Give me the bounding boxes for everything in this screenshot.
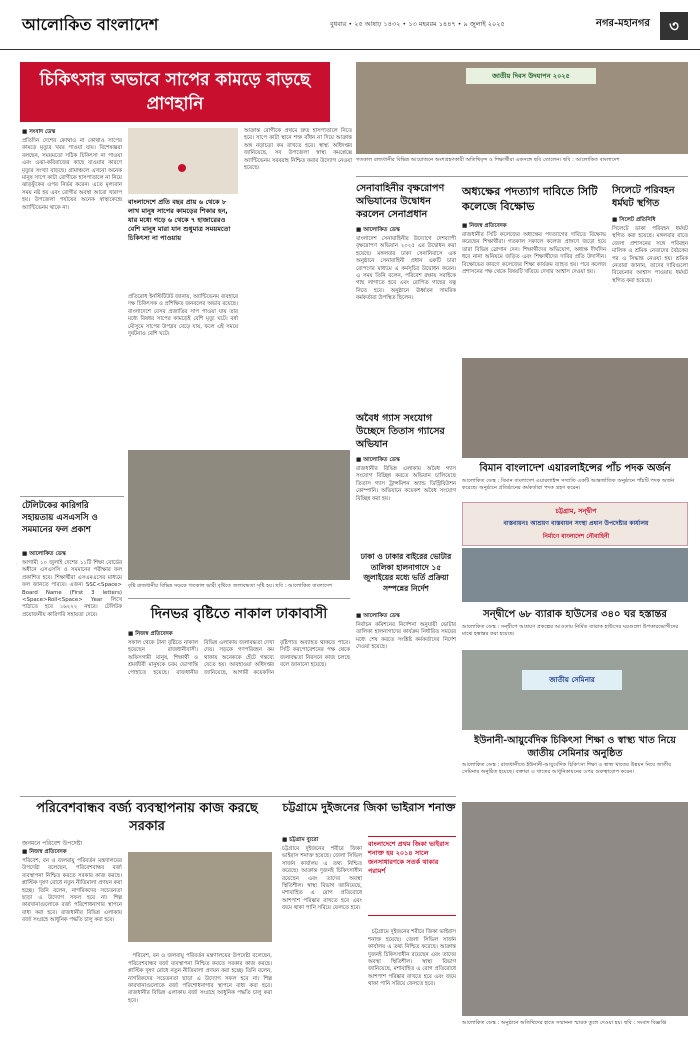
teletalk-body: আগামী ১০ জুলাই দেশের ১১টি শিক্ষা বোর্ডের অধীনে এসএসসি ও সমমানের পরীক্ষার ফল প্রকাশিত হবে। শিক্ষার্থীরা এসএমএসের মাধ্যমে ফল জানতে পারবে। এজন্য SSC<Space> Board Name (First 3 letters)<Space>Roll<Space> Year লিখে পাঠাতে হবে ১৬২২২ নম্বরে। টেলিটক প্রয়োজনীয় কারিগরি সহায়তা দেবে। — [22, 560, 124, 618]
waste-photo — [128, 852, 272, 942]
rain-divider — [128, 598, 350, 599]
top-divider — [356, 176, 688, 177]
voter-headline: ঢাকা ও ঢাকার বাইরের ভোটার তালিকা হালনাগাদে ১৫ জুলাইয়ের মধ্যে ভর্তি প্রক্রিয়া সম্পন্নের নির্দেশ — [360, 552, 452, 593]
zika-pullquote: বাংলাদেশে প্রথম জিকা ভাইরাস শনাক্ত হয় ২০১৪ সালে জনসাধারণকে সতর্ক থাকার পরামর্শ — [368, 836, 456, 916]
snake-headline-box — [20, 62, 330, 122]
sandwip-banner-line2: বাস্তবায়নঃ আশ্রয়ণ বাস্তবায়ন সংস্থা প্রধান উপদেষ্টার কার্যালয় — [503, 520, 649, 527]
rain-headline: দিনভর বৃষ্টিতে নাকাল ঢাকাবাসী — [150, 606, 328, 622]
biman-photo — [462, 358, 688, 458]
sandwip-banner-line3: নির্মাণে বাংলাদেশ নৌবাহিনী — [542, 533, 610, 540]
seminar-photo — [462, 650, 688, 730]
sylhet-byline: ■ সিলেট প্রতিনিধি — [612, 217, 656, 223]
waste-byline: ■ নিজস্ব প্রতিবেদক — [22, 849, 67, 855]
snake-bite-icon — [178, 164, 186, 172]
snake-leg-image — [128, 128, 238, 194]
rain-photo — [128, 450, 350, 580]
voter-byline: ■ আলোকিত ডেস্ক — [356, 613, 400, 619]
masthead — [0, 0, 700, 50]
seminar-banner: জাতীয় সেমিনার — [522, 670, 622, 690]
zika-byline: ■ চট্টগ্রাম ব্যুরো — [282, 837, 319, 843]
sandwip-banner — [462, 502, 688, 546]
snake-headline: চিকিৎসার অভাবে সাপের কামড়ে বাড়ছে প্রাণহানি — [39, 70, 311, 114]
sandwip-banner-line1: চট্টগ্রাম, সন্দ্বীপ — [555, 507, 597, 515]
titas-body: রাজধানীর বিভিন্ন এলাকায় অবৈধ গ্যাস সংযোগ বিচ্ছিন্ন করতে অভিযান চালিয়েছে তিতাস গ্যাস ট্রান্সমিশন অ্যান্ড ডিস্ট্রিবিউশন কোম্পানি। অভিযানে কয়েকশ অবৈধ সংযোগ বিচ্ছিন্ন করা হয়। — [356, 466, 458, 502]
college-body: রাজধানীর সিটি কলেজের অধ্যক্ষের পদত্যাগের দাবিতে বিক্ষোভ করেছেন শিক্ষার্থীরা। গতকাল সকালে কলেজ প্রাঙ্গণে জড়ো হয়ে তারা বিভিন্ন স্লোগান দেন। শিক্ষার্থীদের অভিযোগ, অধ্যক্ষ দীর্ঘদিন ধরে নানা অনিয়মে জড়িত এবং শিক্ষার্থীদের দাবির প্রতি উদাসীন। বিক্ষোভের কারণে কলেজের শিক্ষা কার্যক্রম ব্যাহত হয়। পরে কলেজ প্রশাসনের পক্ষ থেকে বিষয়টি খতিয়ে দেখার আশ্বাস দেওয়া হয়। — [462, 232, 608, 276]
zika-headline: চট্টগ্রামে দুইজনের জিকা ভাইরাস শনাক্ত — [282, 801, 456, 814]
zika-body-col2 — [368, 922, 456, 1044]
snake-body-col2: প্রতিরোধ ইনস্টিটিউট জানায়, অ্যান্টিভেনম ব্যবহারে দক্ষ চিকিৎসক ও প্রশিক্ষিত জনবলের অভাব রয়েছে। বাংলাদেশে যেসব প্রজাতির সাপ পাওয়া যায় তার মধ্যে বিষধর সাপের কামড়েই বেশি মৃত্যু ঘটে। বর্ষা মৌসুমে সাপের উপদ্রব বেড়ে যায়, ফলে এই সময়ে দুর্ঘটনাও বেশি ঘটে। — [128, 294, 240, 338]
waste-body-continued: পরিবেশ, বন ও জলবায়ু পরিবর্তন মন্ত্রণালয়ের উপদেষ্টা বলেছেন, পরিবেশবান্ধব বর্জ্য ব্যবস্থাপনা নিশ্চিত করতে সরকার কাজ করছে। প্লাস্টিক দূষণ রোধে নতুন নীতিমালা প্রণয়ন করা হচ্ছে। তিনি বলেন, নাগরিকদের সচেতনতা ছাড়া এ উদ্যোগ সফল হবে না। শিল্প কারখানাগুলোকে বর্জ্য পরিশোধনাগার স্থাপনে বাধ্য করা হবে। রাজধানীর বিভিন্ন এলাকায় বর্জ্য সংগ্রহে আধুনিক পদ্ধতি চালু করা হবে। — [128, 953, 274, 1004]
waste-body-col2 — [128, 946, 272, 1044]
titas-headline: অবৈধ গ্যাস সংযোগ উচ্ছেদে তিতাস গ্যাসের অভিযান — [356, 413, 445, 450]
sylhet-body: সিলেটে ডাকা পরিবহন ধর্মঘট স্থগিত করা হয়েছে। মঙ্গলবার রাতে জেলা প্রশাসনের সঙ্গে পরিবহন মালিক ও শ্রমিক নেতাদের বৈঠকের পর এ সিদ্ধান্ত নেওয়া হয়। শ্রমিক নেতারা জানান, তাদের দাবিগুলো বিবেচনার আশ্বাস পাওয়ায় ধর্মঘট স্থগিত করা হয়েছে। — [612, 226, 690, 284]
newspaper-logo: আলোকিত বাংলাদেশ — [22, 15, 159, 34]
sandwip-photo — [462, 548, 688, 602]
biman-caption: আলোকিত ডেস্ক : বিমান বাংলাদেশ এয়ারলাইন্স সম্প্রতি একটি আন্তর্জাতিক অনুষ্ঠানে পাঁচটি পদক অর্জন করেছে। অনুষ্ঠানে প্রতিষ্ঠানের কর্মকর্তারা পদক গ্রহণ করেন। — [462, 478, 675, 491]
snake-body-col1: প্রতিদিন দেশের কোথাও না কোথাও সাপের কামড়ে মৃত্যুর খবর পাওয়া যায়। বিশেষজ্ঞরা বলছেন, সময়মতো সঠিক চিকিৎসা না পাওয়া এবং ওঝা-কবিরাজের কাছে যাওয়ার কারণে মৃত্যুর সংখ্যা বাড়ছে। গ্রামাঞ্চলে এখনো অনেক মানুষ সাপে কাটা রোগীকে হাসপাতালে না নিয়ে ঝাড়ফুঁকের ওপর নির্ভর করেন। এতে মূল্যবান সময় নষ্ট হয় এবং রোগীর অবস্থা আরো খারাপ হয়। উপজেলা পর্যায়ের অনেক স্বাস্থ্যকেন্দ্রে অ্যান্টিভেনম থাকে না। — [22, 138, 124, 211]
lower-divider — [20, 796, 456, 797]
snake-callout: বাংলাদেশে প্রতি বছর প্রায় ৬ থেকে ৮ লাখ মানুষ সাপের কামড়ের শিকার হন, যার মধ্যে গড়ে ৬ থেকে ৭ হাজারেরও বেশি মানুষ মারা যান শুধুমাত্র সময়মতো চিকিৎসা না পাওয়ায় — [128, 198, 231, 242]
army-headline: সেনাবাহিনীর বৃক্ষরোপণ অভিযানের উদ্বোধন করলেন সেনাপ্রধান — [356, 183, 445, 220]
biman-headline: বিমান বাংলাদেশ এয়ারলাইন্সের পাঁচ পদক অর্জন — [479, 463, 671, 474]
seminar-caption: আলোকিত ডেস্ক : রাজধানীতে ইউনানী-আয়ুর্বেদিক চিকিৎসা শিক্ষা ও স্বাস্থ্য খাতের উন্নয়ন নিয়ে জাতীয় সেমিনার অনুষ্ঠিত হয়েছে। বক্তারা এ খাতের আধুনিকায়নের ওপর গুরুত্বারোপ করেন। — [462, 762, 672, 775]
snake-byline: ■ সংবাদ ডেস্ক — [22, 129, 56, 135]
college-headline: অধ্যক্ষের পদত্যাগ দাবিতে সিটি কলেজে বিক্ষোভ — [462, 185, 598, 213]
section-label: নগর-মহানগর — [596, 18, 650, 29]
titas-byline: ■ আলোকিত ডেস্ক — [356, 457, 400, 463]
sandwip-headline: সন্দ্বীপে ৬৮ ব্যারাক হাউসের ৩৪০ ঘর হস্তান্তর — [483, 609, 667, 620]
dateline: বুধবার • ২৫ আষাঢ় ১৪৩২ • ১৩ মহররম ১৪৪৭ • ৯ জুলাই ২০২৫ — [330, 20, 505, 28]
unani-caption: আলোকিত ডেস্ক : অনুষ্ঠানে অতিথিদের হাতে সম্মাননা স্মারক তুলে দেওয়া হয়। ছবি : সংবাদ বিজ্ঞপ্তি — [462, 1020, 667, 1026]
sandwip-caption: আলোকিত ডেস্ক : সন্দ্বীপে আশ্রয়ণ প্রকল্পের আওতায় নির্মিত ব্যারাক হাউসের ঘরগুলো উপকারভোগীদের মাঝে হস্তান্তর করা হয়েছে। — [462, 624, 679, 637]
waste-body: পরিবেশ, বন ও জলবায়ু পরিবর্তন মন্ত্রণালয়ের উপদেষ্টা বলেছেন, পরিবেশবান্ধব বর্জ্য ব্যবস্থাপনা নিশ্চিত করতে সরকার কাজ করছে। প্লাস্টিক দূষণ রোধে নতুন নীতিমালা প্রণয়ন করা হচ্ছে। তিনি বলেন, নাগরিকদের সচেতনতা ছাড়া এ উদ্যোগ সফল হবে না। শিল্প কারখানাগুলোকে বর্জ্য পরিশোধনাগার স্থাপনে বাধ্য করা হবে। রাজধানীর বিভিন্ন এলাকায় বর্জ্য সংগ্রহে আধুনিক পদ্ধতি চালু করা হবে। — [22, 858, 124, 924]
sylhet-headline: সিলেটে পরিবহন ধর্মঘট স্থগিত — [612, 185, 675, 209]
voter-body: নির্বাচন কমিশনের নির্দেশনা অনুযায়ী ভোটার তালিকা হালনাগাদের কার্যক্রম নির্ধারিত সময়ের মধ্যে শেষ করতে সংশ্লিষ্ট কর্মকর্তাদের নির্দেশ দেওয়া হয়েছে। — [356, 622, 458, 651]
snake-divider — [20, 496, 124, 497]
event-photo-caption: গতকাল রাজধানীর বিভিন্ন আয়োজনে অংশগ্রহণকারী অতিথিবৃন্দ ও শিক্ষার্থীরা একসঙ্গে ছবি তোলেন। ছবি : আলোকিত বাংলাদেশ — [356, 157, 620, 163]
zika-body: চট্টগ্রামে দুইজনের শরীরে জিকা ভাইরাস শনাক্ত হয়েছে। জেলা সিভিল সার্জন কার্যালয় এ তথ্য নিশ্চিত করেছে। আক্রান্ত দুজনই চিকিৎসাধীন রয়েছেন এবং তাদের অবস্থা স্থিতিশীল। স্বাস্থ্য বিভাগ জানিয়েছে, মশাবাহিত এ রোগ প্রতিরোধে আশপাশ পরিষ্কার রাখতে হবে এবং জমে থাকা পানি সরিয়ে ফেলতে হবে। — [282, 846, 364, 912]
rain-caption: বৃষ্টি রাজধানীর বিভিন্ন সড়কে গতকাল ভারী বৃষ্টিতে জলাবদ্ধতা সৃষ্টি হয়। ছবি : আলোকিত বাংলাদেশ — [128, 583, 333, 589]
rain-body: সকাল থেকে টানা বৃষ্টিতে নাকাল হয়েছেন রাজধানীবাসী। অফিসগামী মানুষ, শিক্ষার্থী ও শ্রমজীবী মানুষকে চরম ভোগান্তি পোহাতে হয়েছে। রাজধানীর বিভিন্ন এলাকায় জলাবদ্ধতা দেখা দেয়। সড়কে গণপরিবহন কম থাকায় অনেককে হেঁটে গন্তব্যে যেতে হয়। আবহাওয়া অধিদপ্তর জানিয়েছে, আগামী কয়েকদিন বৃষ্টিপাত অব্যাহত থাকতে পারে। সিটি করপোরেশনের পক্ষ থেকে জলাবদ্ধতা নিরসনে কাজ চলছে বলে জানানো হয়েছে। — [128, 640, 352, 676]
army-body: বাংলাদেশ সেনাবাহিনীর উদ্যোগে দেশব্যাপী বৃক্ষরোপণ অভিযান ২০২৫ এর উদ্বোধন করা হয়েছে। মঙ্গলবার ঢাকা সেনানিবাসে এক অনুষ্ঠানে সেনাবাহিনী প্রধান একটি চারা রোপণের মাধ্যমে এ কর্মসূচির উদ্বোধন করেন। এ সময় তিনি বলেন, পরিবেশ রক্ষায় সবাইকে গাছ লাগাতে হবে এবং রোপিত গাছের যত্ন নিতে হবে। অনুষ্ঠানে ঊর্ধ্বতন সামরিক কর্মকর্তারা উপস্থিত ছিলেন। — [356, 236, 458, 302]
page-number: ৩ — [660, 12, 688, 40]
waste-headline: পরিবেশবান্ধব বর্জ্য ব্যবস্থাপনায় কাজ করছে সরকার — [36, 801, 258, 834]
event-photo — [356, 62, 688, 154]
zika-body-continued: চট্টগ্রামে দুইজনের শরীরে জিকা ভাইরাস শনাক্ত হয়েছে। জেলা সিভিল সার্জন কার্যালয় এ তথ্য নিশ্চিত করেছে। আক্রান্ত দুজনই চিকিৎসাধীন রয়েছেন এবং তাদের অবস্থা স্থিতিশীল। স্বাস্থ্য বিভাগ জানিয়েছে, মশাবাহিত এ রোগ প্রতিরোধে আশপাশ পরিষ্কার রাখতে হবে এবং জমে থাকা পানি সরিয়ে ফেলতে হবে। — [368, 929, 458, 988]
snake-body-col3: আক্রান্ত রোগীকে প্রথমে দ্রুত হাসপাতালে নিতে হবে। সাপে কাটা স্থানে শক্ত বাঁধন না দিয়ে আক্রান্ত অঙ্গ নড়াচড়া কম রাখতে হবে। স্বাস্থ্য অধিদপ্তর জানিয়েছে, সব উপজেলা স্বাস্থ্য কমপ্লেক্সে অ্যান্টিভেনম সরবরাহ নিশ্চিত করার উদ্যোগ নেওয়া হয়েছে। — [244, 128, 354, 172]
waste-subhead: জনমনে পরিবেশ উপদেষ্টা — [22, 840, 83, 847]
event-banner: জাতীয় দিবস উদযাপন ২০২৫ — [466, 68, 596, 84]
teletalk-byline: ■ আলোকিত ডেস্ক — [22, 551, 66, 557]
army-byline: ■ আলোকিত ডেস্ক — [356, 227, 400, 233]
teletalk-headline: টেলিটকের কারিগরি সহায়তায় এসএসসি ও সমমানের ফল প্রকাশ — [22, 501, 98, 535]
seminar-headline: ইউনানী-আয়ুর্বেদিক চিকিৎসা শিক্ষা ও স্বাস্থ্য খাত নিয়ে জাতীয় সেমিনার অনুষ্ঠিত — [474, 735, 676, 759]
college-byline: ■ নিজস্ব প্রতিবেদক — [462, 223, 507, 229]
rain-byline: ■ নিজস্ব প্রতিবেদক — [128, 631, 173, 637]
unani-photo — [462, 802, 688, 1016]
